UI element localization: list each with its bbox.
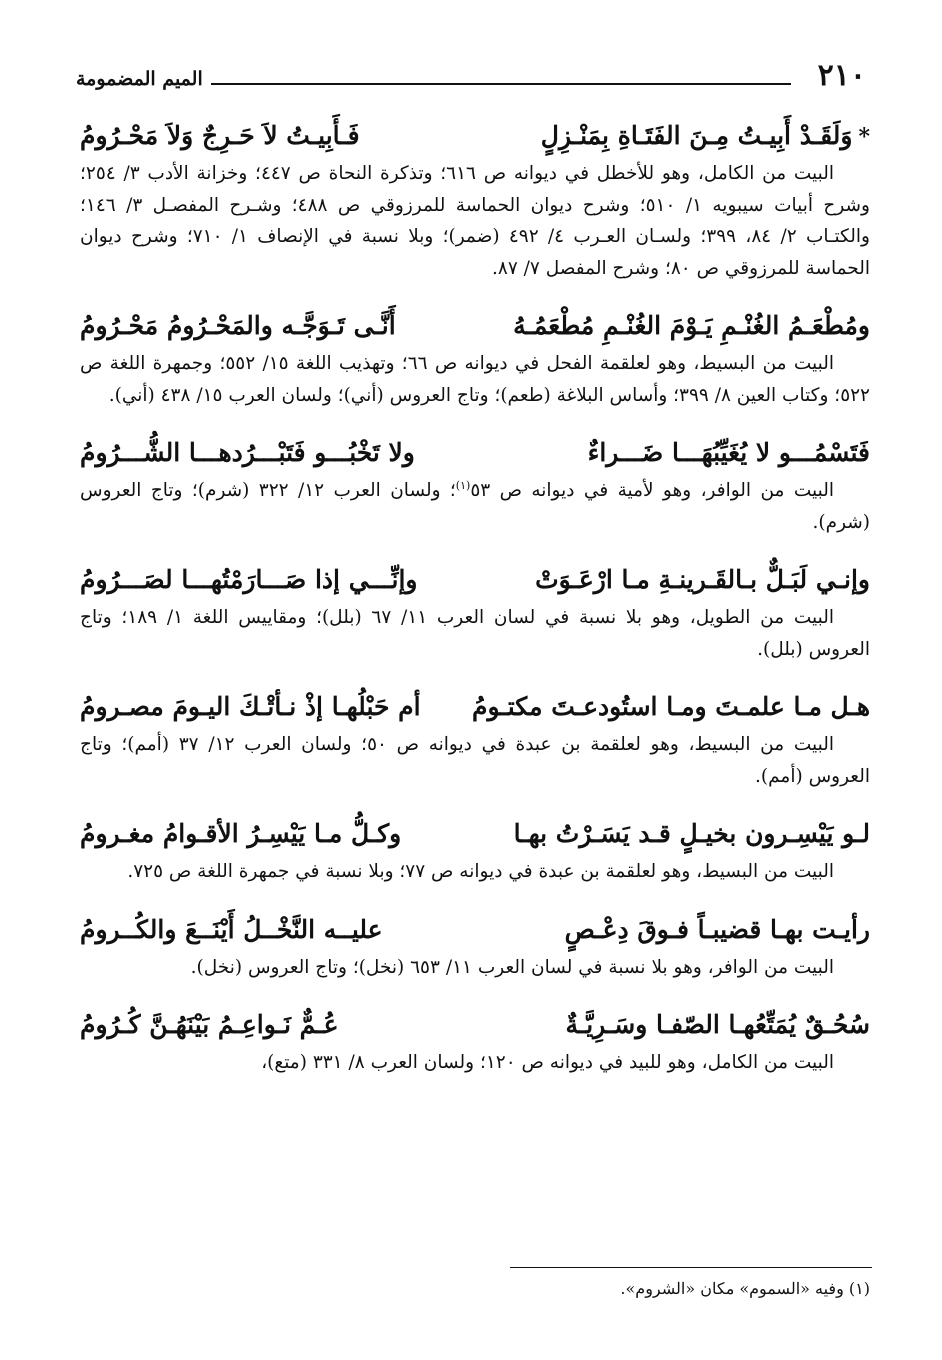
second-hemistich: أَنَّـى تَـوَجَّـه والمَحْـرُومُ مَحْـرُومُ xyxy=(80,311,396,340)
verse-commentary: البيت من البسيط، وهو لعلقمة بن عبدة في ديوانه ص ٥٠؛ ولسان العرب ١٢/ ٣٧ (أمم)؛ وتاج العروس (أمم). xyxy=(80,734,870,787)
header-rule xyxy=(211,83,791,85)
second-hemistich: عليــه النَّخْــلُ أَيْنَــعَ والكُــرومُ xyxy=(80,914,383,944)
first-hemistich: لـو يَيْسِـرون بخيـلٍ قـد يَسَـرْتُ بهـا xyxy=(513,819,870,848)
verse-entry-8 xyxy=(80,997,870,1079)
second-hemistich: وكـلُّ مـا يَيْسِـرُ الأقـوامُ مغـرومُ xyxy=(80,819,402,848)
second-hemistich: فَـأَبِيـتُ لاَ حَـرِجٌ وَلاَ مَحْـرُومُ xyxy=(80,121,360,150)
verse-commentary: البيت من الكامل، وهو للأخطل في ديوانه ص ٦١٦؛ وتذكرة النحاة ص ٤٤٧؛ وخزانة الأدب ٣/ ٢٥٤؛ وشرح أبيات سيبويه ١/ ٥١٠؛ وشرح ديوان الحماسة للمرزوقي ص ٤٨٨؛ وشـرح المفصـل ٣/ ١٤٦؛ والكتـاب ٢/ ٨٤، ٣٩٩؛ ولسـان العـرب ٤/ ٤٩٢ (ضمر)؛ وبلا نسبة في الإنصاف ١/ ٧١٠؛ وشرح ديوان الحماسة للمرزوقي ص ٨٠؛ وشرح المفصل ٧/ ٨٧. xyxy=(80,163,870,279)
verse-marker: * xyxy=(858,124,870,150)
verse-entry-2 xyxy=(80,298,870,411)
first-hemistich: فَتَسْمُـــو لا يُغَيِّبُهَـــا ضَـــراءٌ xyxy=(587,438,870,467)
verse-line xyxy=(80,679,870,729)
verse-commentary: البيت من الكامل، وهو للبيد في ديوانه ص ١٢٠؛ ولسان العرب ٨/ ٣٣١ (متع)، xyxy=(261,1052,834,1073)
verse-commentary: البيت من الطويل، وهو بلا نسبة في لسان العرب ١١/ ٦٧ (بلل)؛ ومقاييس اللغة ١/ ١٨٩؛ وتاج العروس (بلل). xyxy=(80,607,870,660)
first-hemistich: رأيـت بهـا قضيبـاً فـوقَ دِعْـصٍ xyxy=(564,914,870,944)
verse-line xyxy=(80,806,870,856)
first-hemistich: هـل مـا علمـتَ ومـا استُودعـتَ مكتـومُ xyxy=(472,692,870,721)
second-hemistich: عُـمٌّ نَـواعِـمُ بَيْنَهُـنَّ كُـرُومُ xyxy=(80,1010,339,1039)
first-hemistich: سُحُـقٌ يُمَتِّعُهـا الصّفـا وسَـرِيَّـةٌ xyxy=(565,1010,870,1039)
verse-commentary: البيت من البسيط، وهو لعلقمة بن عبدة في ديوانه ص ٧٧؛ وبلا نسبة في جمهرة اللغة ص ٧٢٥. xyxy=(127,861,834,882)
verse-entry-7 xyxy=(80,902,870,984)
verse-commentary: البيت من الوافر، وهو لأمية في ديوانه ص ٥٣$^{(١)}$؛ ولسان العرب ١٢/ ٣٢٢ (شرم)؛ وتاج العروس (شرم). xyxy=(80,478,870,533)
verse-entry-1 xyxy=(80,108,870,284)
page-body xyxy=(80,108,870,1093)
verse-line xyxy=(80,425,870,475)
first-hemistich: وإنـي لَبَـلٌّ بـالقَـرينـةِ مـا ارْعَـوَتْ xyxy=(535,565,870,594)
verse-commentary: البيت من الوافر، وهو بلا نسبة في لسان العرب ١١/ ٦٥٣ (نخل)؛ وتاج العروس (نخل). xyxy=(190,956,834,978)
verse-line xyxy=(80,298,870,348)
footnote-text: وفيه «السموم» مكان «الشروم». xyxy=(620,1279,844,1298)
first-hemistich: *وَلَقَـدْ أَبِيـتُ مِـنَ الفَتَـاةِ بِمَنْـزِلٍ xyxy=(540,121,870,150)
verse-commentary: البيت من البسيط، وهو لعلقمة الفحل في ديوانه ص ٦٦؛ وتهذيب اللغة ١٥/ ٥٥٢؛ وجمهرة اللغة ص ٥٢٢؛ وكتاب العين ٨/ ٣٩٩؛ وأساس البلاغة (طعم)؛ وتاج العروس (أني)؛ ولسان العرب ١٥/ ٤٣٨ (أني). xyxy=(80,353,870,406)
verse-entry-5 xyxy=(80,679,870,792)
verse-line xyxy=(80,552,870,602)
footnote-reference[interactable]: (١) xyxy=(455,478,471,492)
verse-line xyxy=(80,108,870,158)
verse-line xyxy=(80,997,870,1047)
section-title: الميم المضمومة xyxy=(76,68,203,90)
verse-entry-3 xyxy=(80,425,870,538)
verse-line xyxy=(80,902,870,952)
footnote-number: (١) xyxy=(848,1279,870,1298)
first-hemistich: ومُطْعَـمُ الغُنْـمِ يَـوْمَ الغُنْـمِ مُطْعَمُـهُ xyxy=(513,311,870,340)
verse-entry-4 xyxy=(80,552,870,665)
footnote-divider xyxy=(510,1267,872,1268)
footnote xyxy=(80,1276,870,1302)
second-hemistich: ولا تَخْبُـــو فَتَبْـــرُدهـــا الشُّـــرُومُ xyxy=(80,438,415,467)
running-header xyxy=(76,58,866,98)
second-hemistich: أم حَبْلُهـا إذْ نـأتْـكَ اليـومَ مصـرومُ xyxy=(80,692,421,721)
verse-entry-6 xyxy=(80,806,870,888)
page-number: ٢١٠ xyxy=(817,58,866,93)
second-hemistich: وإنِّـــي إذا صَـــارَمْتُهـــا لصَـــرُومُ xyxy=(80,565,418,594)
